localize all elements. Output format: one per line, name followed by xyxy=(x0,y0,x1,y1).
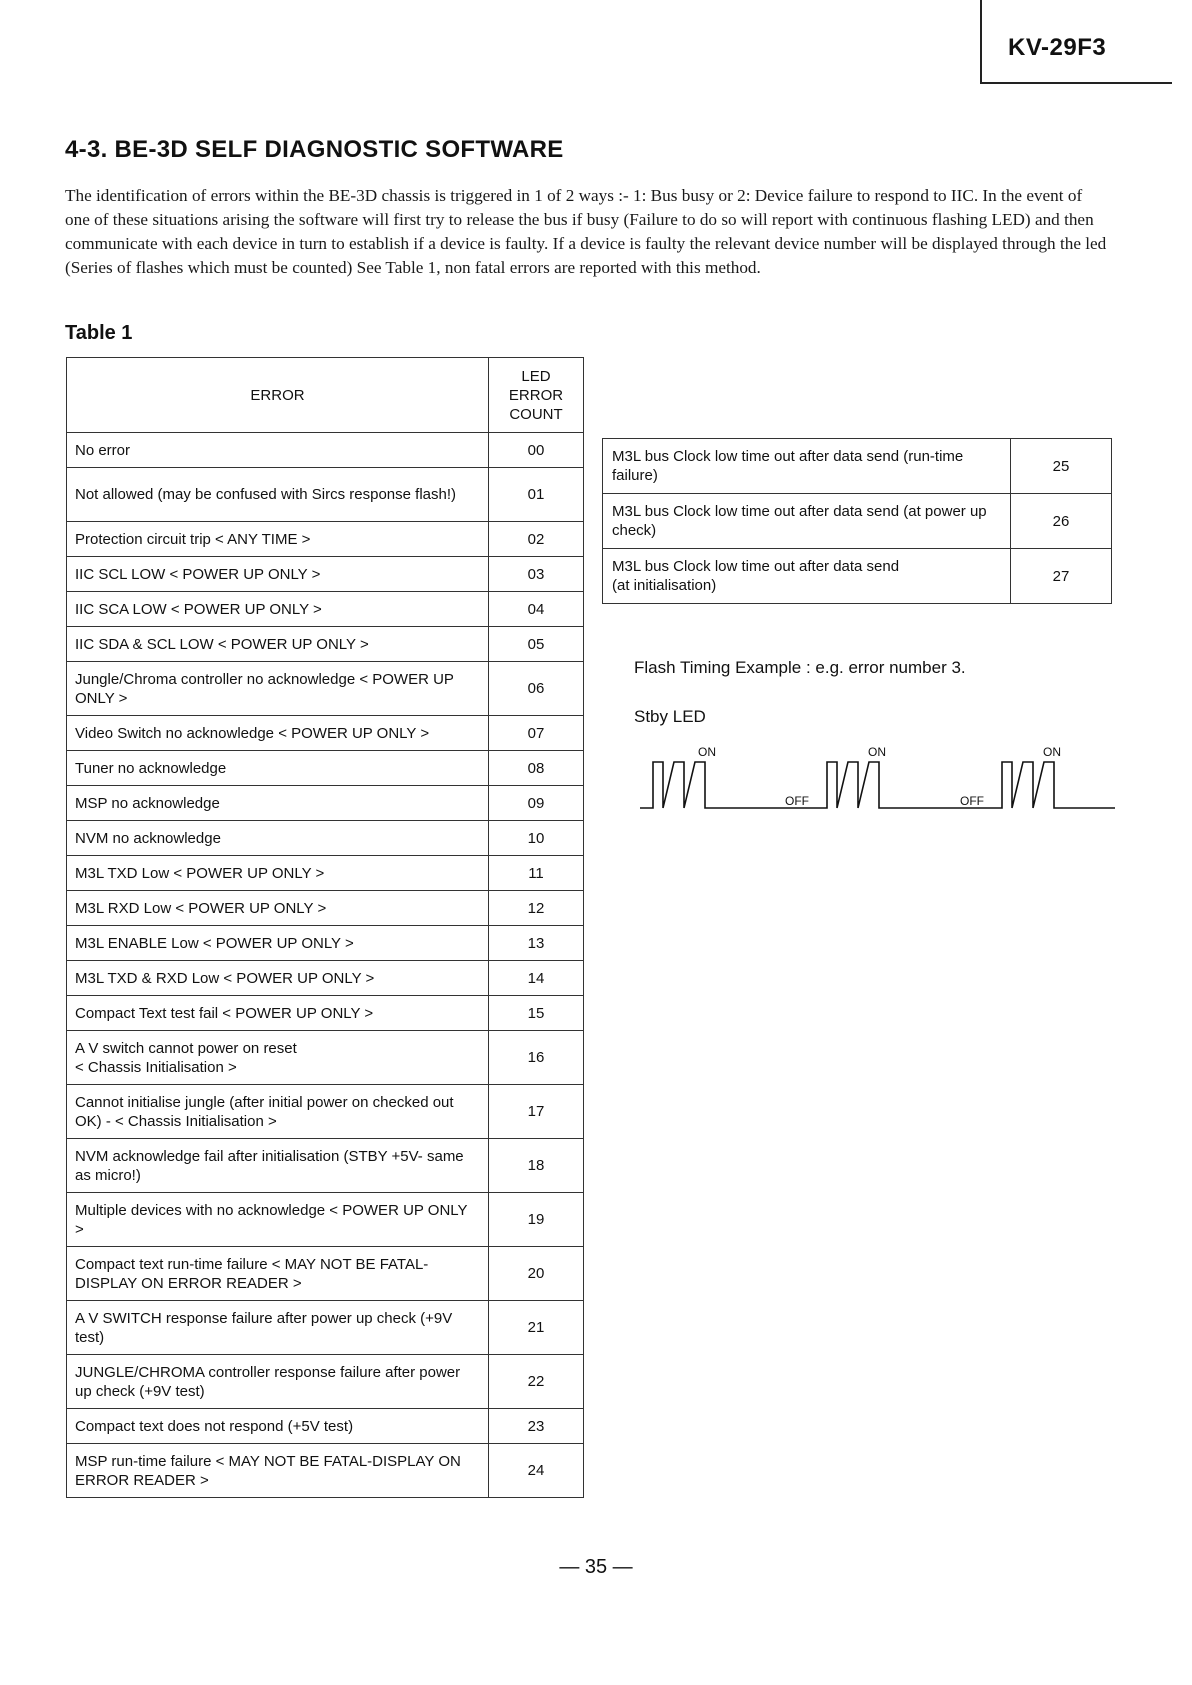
error-cell: Video Switch no acknowledge < POWER UP ONLY > xyxy=(67,716,489,751)
count-cell: 22 xyxy=(489,1355,584,1409)
table-row xyxy=(67,1444,584,1498)
off-label: OFF xyxy=(785,794,809,808)
table-row xyxy=(67,751,584,786)
count-cell: 07 xyxy=(489,716,584,751)
led-count-header-line: ERROR xyxy=(508,386,564,404)
model-number: KV-29F3 xyxy=(1008,34,1107,61)
table-row xyxy=(603,494,1112,549)
error-cell: MSP no acknowledge xyxy=(67,786,489,821)
table-row xyxy=(67,961,584,996)
count-cell: 26 xyxy=(1011,494,1112,549)
error-cell: IIC SCL LOW < POWER UP ONLY > xyxy=(67,557,489,592)
count-cell: 13 xyxy=(489,926,584,961)
count-cell: 00 xyxy=(489,433,584,468)
led-count-header-line: COUNT xyxy=(509,405,563,423)
count-cell: 17 xyxy=(489,1085,584,1139)
on-label: ON xyxy=(1043,745,1061,759)
table-row xyxy=(603,549,1112,604)
count-cell: 12 xyxy=(489,891,584,926)
count-cell: 18 xyxy=(489,1139,584,1193)
table-row xyxy=(67,716,584,751)
table-row xyxy=(67,1139,584,1193)
error-cell: Compact text run-time failure < MAY NOT BE FATAL- DISPLAY ON ERROR READER > xyxy=(67,1247,489,1301)
count-cell: 19 xyxy=(489,1193,584,1247)
table-row xyxy=(67,627,584,662)
table-row xyxy=(67,926,584,961)
led-count-header-line: LED xyxy=(521,367,551,385)
error-cell xyxy=(67,1031,489,1085)
error-cell: Protection circuit trip < ANY TIME > xyxy=(67,522,489,557)
table-row xyxy=(67,821,584,856)
table-row xyxy=(67,1301,584,1355)
error-cell: M3L TXD & RXD Low < POWER UP ONLY > xyxy=(67,961,489,996)
error-cell: Not allowed (may be confused with Sircs response flash!) xyxy=(67,468,489,522)
error-cell: M3L ENABLE Low < POWER UP ONLY > xyxy=(67,926,489,961)
on-label: ON xyxy=(698,745,716,759)
count-cell: 06 xyxy=(489,662,584,716)
table-row xyxy=(67,891,584,926)
table-row xyxy=(67,1031,584,1085)
error-cell-line: (at initialisation) xyxy=(612,577,717,594)
intro-paragraph: The identification of errors within the BE-3D chassis is triggered in 1 of 2 ways :- 1: Bus busy or 2: Device failure to respond to IIC. In the event of one of these situations arising the software will first try to release the bus if busy (Failure to do so will report with continuous flashing LED) and then communicate with each device in turn to establish if a device is faulty. If a device is faulty the relevant device number will be displayed through the led (Series of flashes which must be counted) See Table 1, non fatal errors are reported with this method. xyxy=(65,186,1107,277)
page-number: — 35 — xyxy=(559,1556,633,1578)
count-cell: 23 xyxy=(489,1409,584,1444)
count-cell: 21 xyxy=(489,1301,584,1355)
table-row xyxy=(67,786,584,821)
count-cell: 02 xyxy=(489,522,584,557)
table-row xyxy=(67,592,584,627)
led-signal-trace xyxy=(640,762,1115,808)
table-row xyxy=(67,1247,584,1301)
error-cell: Jungle/Chroma controller no acknowledge < POWER UP ONLY > xyxy=(67,662,489,716)
error-cell: MSP run-time failure < MAY NOT BE FATAL-DISPLAY ON ERROR READER > xyxy=(67,1444,489,1498)
count-cell: 20 xyxy=(489,1247,584,1301)
count-cell: 03 xyxy=(489,557,584,592)
error-cell: Multiple devices with no acknowledge < POWER UP ONLY > xyxy=(67,1193,489,1247)
count-cell: 27 xyxy=(1011,549,1112,604)
error-cell-line: A V switch cannot power on reset xyxy=(75,1039,297,1057)
error-column-header: ERROR xyxy=(67,358,489,433)
table-caption: Table 1 xyxy=(65,322,133,344)
error-cell: M3L bus Clock low time out after data send (run-time failure) xyxy=(603,439,1011,494)
flash-timing-waveform xyxy=(640,755,1120,815)
off-label: OFF xyxy=(960,794,984,808)
table-row xyxy=(67,468,584,522)
error-cell: M3L RXD Low < POWER UP ONLY > xyxy=(67,891,489,926)
error-cell: NVM acknowledge fail after initialisation (STBY +5V- same as micro!) xyxy=(67,1139,489,1193)
stby-led-label: Stby LED xyxy=(634,707,706,726)
table-row xyxy=(67,856,584,891)
error-cell: Tuner no acknowledge xyxy=(67,751,489,786)
error-cell: Cannot initialise jungle (after initial power on checked out OK) - < Chassis Initialisation > xyxy=(67,1085,489,1139)
error-table xyxy=(66,357,584,1498)
section-title: 4-3. BE-3D SELF DIAGNOSTIC SOFTWARE xyxy=(65,136,564,163)
error-cell: No error xyxy=(67,433,489,468)
table-row xyxy=(67,1409,584,1444)
count-cell: 10 xyxy=(489,821,584,856)
count-cell: 08 xyxy=(489,751,584,786)
count-cell: 14 xyxy=(489,961,584,996)
error-cell: Compact Text test fail < POWER UP ONLY > xyxy=(67,996,489,1031)
count-cell: 05 xyxy=(489,627,584,662)
model-number-box xyxy=(980,0,1172,84)
count-cell: 15 xyxy=(489,996,584,1031)
error-cell: M3L TXD Low < POWER UP ONLY > xyxy=(67,856,489,891)
table-row xyxy=(67,1193,584,1247)
count-cell: 25 xyxy=(1011,439,1112,494)
table-row xyxy=(67,1085,584,1139)
table-row xyxy=(67,522,584,557)
count-cell: 04 xyxy=(489,592,584,627)
table-row xyxy=(67,433,584,468)
count-cell: 11 xyxy=(489,856,584,891)
table-row xyxy=(67,996,584,1031)
led-count-column-header xyxy=(489,358,584,433)
error-cell-line: < Chassis Initialisation > xyxy=(75,1058,237,1076)
error-cell: JUNGLE/CHROMA controller response failure after power up check (+9V test) xyxy=(67,1355,489,1409)
table-row xyxy=(67,557,584,592)
count-cell: 16 xyxy=(489,1031,584,1085)
error-cell: IIC SCA LOW < POWER UP ONLY > xyxy=(67,592,489,627)
error-table-header-row xyxy=(67,358,584,433)
count-cell: 01 xyxy=(489,468,584,522)
error-cell: A V SWITCH response failure after power up check (+9V test) xyxy=(67,1301,489,1355)
error-cell: Compact text does not respond (+5V test) xyxy=(67,1409,489,1444)
table-row xyxy=(67,1355,584,1409)
error-cell: M3L bus Clock low time out after data send (at power up check) xyxy=(603,494,1011,549)
on-label: ON xyxy=(868,745,886,759)
error-cell: NVM no acknowledge xyxy=(67,821,489,856)
table-row xyxy=(603,439,1112,494)
count-cell: 24 xyxy=(489,1444,584,1498)
error-table-continued xyxy=(602,438,1112,604)
table-row xyxy=(67,662,584,716)
error-cell: IIC SDA & SCL LOW < POWER UP ONLY > xyxy=(67,627,489,662)
error-cell xyxy=(603,549,1011,604)
error-cell-line: M3L bus Clock low time out after data send xyxy=(612,558,900,575)
count-cell: 09 xyxy=(489,786,584,821)
flash-timing-title: Flash Timing Example : e.g. error number 3. xyxy=(634,658,966,677)
